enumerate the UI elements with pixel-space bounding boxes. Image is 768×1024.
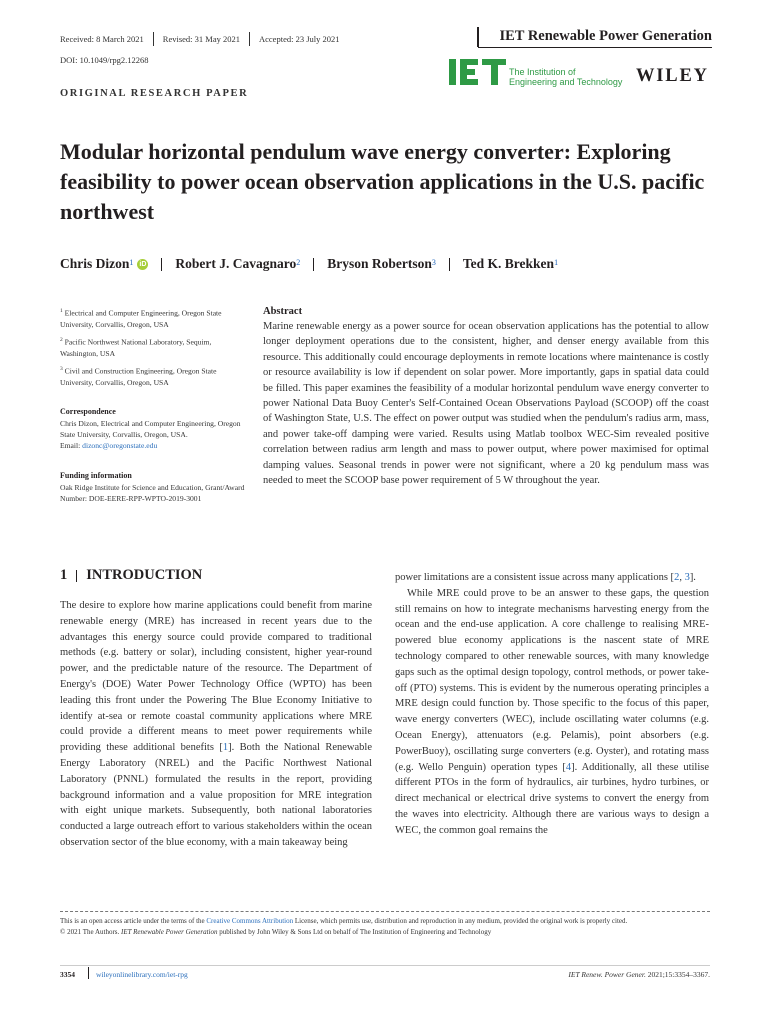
affiliation-text: Electrical and Computer Engineering, Oregon State University, Corvallis, Oregon, USA [60, 308, 222, 329]
page-number: 3354 [60, 970, 75, 979]
intro-paragraph-right [395, 586, 709, 839]
correspondence-text: Chris Dizon, Electrical and Computer Engineering, Oregon State University, Corvallis, Oregon, USA. [60, 419, 241, 439]
footer-divider [60, 911, 710, 912]
affiliation [60, 306, 250, 330]
journal-url-link[interactable]: wileyonlinelibrary.com/iet-rpg [96, 970, 188, 979]
author-divider [313, 258, 314, 271]
correspondence [60, 406, 250, 451]
abstract-heading: Abstract [263, 306, 303, 317]
license-notice [60, 916, 710, 937]
footer-rule [60, 965, 710, 966]
funding-text: Oak Ridge Institute for Science and Education, Grant/Award Number: DOE-EERE-RPP-WPTO-2019-3001 [60, 483, 245, 503]
citation-separator: , [679, 572, 685, 583]
date-divider [153, 32, 154, 46]
author-name[interactable]: Robert J. Cavagnaro [175, 256, 297, 271]
author-affiliation-mark[interactable]: 1 [554, 257, 559, 267]
intro-text: ]. Additionally, all these utilise different PTOs in the form of hydraulics, air turbines, hydro turbines, or direct mechanical or electrical drive systems to convert the energy from the waves into electricity. Although there are various ways to design a WEC, the common goal remains the [395, 761, 709, 836]
funding-heading: Funding information [60, 471, 132, 480]
intro-text: While MRE could prove to be an answer to these gaps, the question still remains on how to integrate mechanisms harvesting energy from the ocean and the end-use application. A core challenge to realising MRE-powered blue economy applications is the nascent state of MRE technology compared to other renewable sources, with many knowledge gaps such as the optimal design topology, control methods, or power take-off (PTO) systems. This is evident by the numerous operating principles a MRE design could function by. Those specific to the focus of this paper, wave energy converters (WEC), include oscillating water columns (e.g. Ocean Energy), attenuators (e.g. Pelamis), point absorbers (e.g. PowerBuoy), oscillating surge converters (e.g. Oyster), and rotating mass (e.g. Wello Penguin) operation types [ [395, 587, 709, 773]
citation-link[interactable]: 3 [684, 572, 690, 583]
affiliation-text: Pacific Northwest National Laboratory, Sequim, Washington, USA [60, 337, 212, 358]
affiliation-text: Civil and Construction Engineering, Oregon State University, Corvallis, Oregon, USA [60, 366, 217, 387]
intro-text: ]. Both the National Renewable Energy Laboratory (NREL) and the Pacific Northwest National Laboratory (PNNL) formulated the results in the report, providing background information and a value proposition for MRE integration with eight unique markets. Subsequently, both national laboratories conducted a large outreach effort to various stakeholders within the ocean observation sector of the blue economy, with a main takeaway being [60, 742, 372, 848]
affiliation-number: 1 [60, 308, 63, 314]
author-name[interactable]: Ted K. Brekken [462, 256, 555, 271]
footer-separator [88, 967, 89, 979]
license-text: This is an open access article under the terms of the [60, 917, 207, 925]
iet-logo-icon[interactable] [449, 57, 507, 87]
article-dates [60, 32, 340, 46]
author-divider [449, 258, 450, 271]
iet-name [509, 67, 622, 87]
journal-name[interactable]: IET Renewable Power Generation [499, 28, 712, 44]
author-affiliation-mark[interactable]: 1 [129, 257, 134, 267]
intro-text: The desire to explore how marine applications could benefit from marine renewable energy (MRE) has increased in recent years due to the advantages this energy source could provide compared to traditional methods (e.g. battery or solar), including consistent, higher year-round power, and the predictable nature of the resource. The Department of Energy's (DOE) Water Power Technology Office (WPTO) has been leading this front under the Powering The Blue Economy Initiative to identify at-sea or remote coastal community applications where MRE could provide a different means to meet power requirements while providing these additional benefits [ [60, 600, 372, 754]
affiliation [60, 335, 250, 359]
copyright-journal: IET Renewable Power Generation [121, 927, 218, 936]
section-heading [60, 567, 202, 584]
affiliation [60, 364, 250, 388]
citation-link[interactable]: 2 [674, 572, 680, 583]
author-divider [161, 258, 162, 271]
citation-link[interactable]: 4 [565, 761, 572, 773]
author-affiliation-mark[interactable]: 2 [296, 257, 301, 267]
revised-date: Revised: 31 May 2021 [162, 34, 240, 44]
copyright-text: published by John Wiley & Sons Ltd on behalf of The Institution of Engineering and Technology [217, 927, 492, 936]
author-affiliation-mark[interactable]: 3 [431, 257, 436, 267]
affiliation-number: 2 [60, 337, 63, 343]
iet-logo-e-top [460, 59, 478, 65]
copyright-text: © 2021 The Authors. [60, 927, 121, 936]
license-link[interactable]: Creative Commons Attribution [206, 917, 294, 925]
intro-column-right [395, 570, 709, 839]
orcid-icon[interactable]: iD [139, 260, 147, 268]
iet-logo-t-stem [491, 59, 498, 85]
section-divider [76, 570, 77, 582]
iet-logo-i [449, 59, 456, 85]
affiliation-number: 3 [60, 366, 63, 372]
funding-information [60, 470, 250, 504]
email-label: Email: [60, 441, 83, 450]
doi[interactable]: DOI: 10.1049/rpg2.12268 [60, 55, 149, 65]
intro-paragraph-left [60, 598, 372, 851]
author-name[interactable]: Bryson Robertson [327, 256, 432, 271]
received-date: Received: 8 March 2021 [60, 34, 144, 44]
iet-name-line1: The Institution of [509, 67, 576, 77]
wiley-logo[interactable]: WILEY [636, 66, 709, 86]
article-type: ORIGINAL RESEARCH PAPER [60, 88, 249, 99]
journal-divider [477, 27, 479, 47]
journal-underline [478, 47, 712, 48]
citation-volume: 2021;15:3354–3367. [645, 970, 710, 979]
correspondence-heading: Correspondence [60, 407, 116, 416]
citation-link[interactable]: 1 [222, 742, 229, 754]
date-divider [249, 32, 250, 46]
accepted-date: Accepted: 23 July 2021 [259, 34, 340, 44]
abstract-body: Marine renewable energy as a power source for ocean observation applications has the potential to allow longer deployment operations due to the consistent, higher, and denser energy available from this resource. This additionally could encourage deployments in remote locations where maintenance is costly or resource availability is low if dependent on solar power. More importantly, gaps in spatial data could be filled. This paper examines the feasibility of a modular horizontal pendulum wave energy converter to power National Data Buoy Center's Self-Contained Ocean Observations Payload (SCOOP) off the coast of Washington State, U.S. The effect on power output was studied when the pendulum's radius arm, mass, and power take-off damping were varied. Results using Matlab toolbox WEC-Sim revealed positive correlation between radius arm length and mass to power output, where power maximised for optimal damping values. Seasonal trends in power were not significant, where a 20 kg pendulum mass was needed to meet the SCOOP base power requirement of 5 W throughout the year. [263, 321, 709, 487]
intro-text: ]. [689, 572, 696, 583]
section-title: INTRODUCTION [86, 567, 203, 583]
citation-journal: IET Renew. Power Gener. [568, 970, 646, 979]
iet-logo-e-bottom [460, 79, 478, 85]
citation-line [470, 970, 710, 979]
email-link[interactable]: dizonc@oregonstate.edu [82, 441, 158, 450]
author-name[interactable]: Chris Dizon [60, 256, 130, 271]
author-list [60, 256, 558, 272]
license-text: License, which permits use, distribution and reproduction in any medium, provided the original work is properly cited. [293, 917, 628, 925]
intro-text: power limitations are a consistent issue across many applications [ [395, 572, 675, 583]
section-number: 1 [60, 567, 68, 583]
paper-title: Modular horizontal pendulum wave energy converter: Exploring feasibility to power ocean observation applications in the U.S. pacific northwest [60, 139, 705, 224]
iet-logo-e-mid [460, 69, 475, 75]
iet-name-line2: Engineering and Technology [509, 77, 623, 87]
